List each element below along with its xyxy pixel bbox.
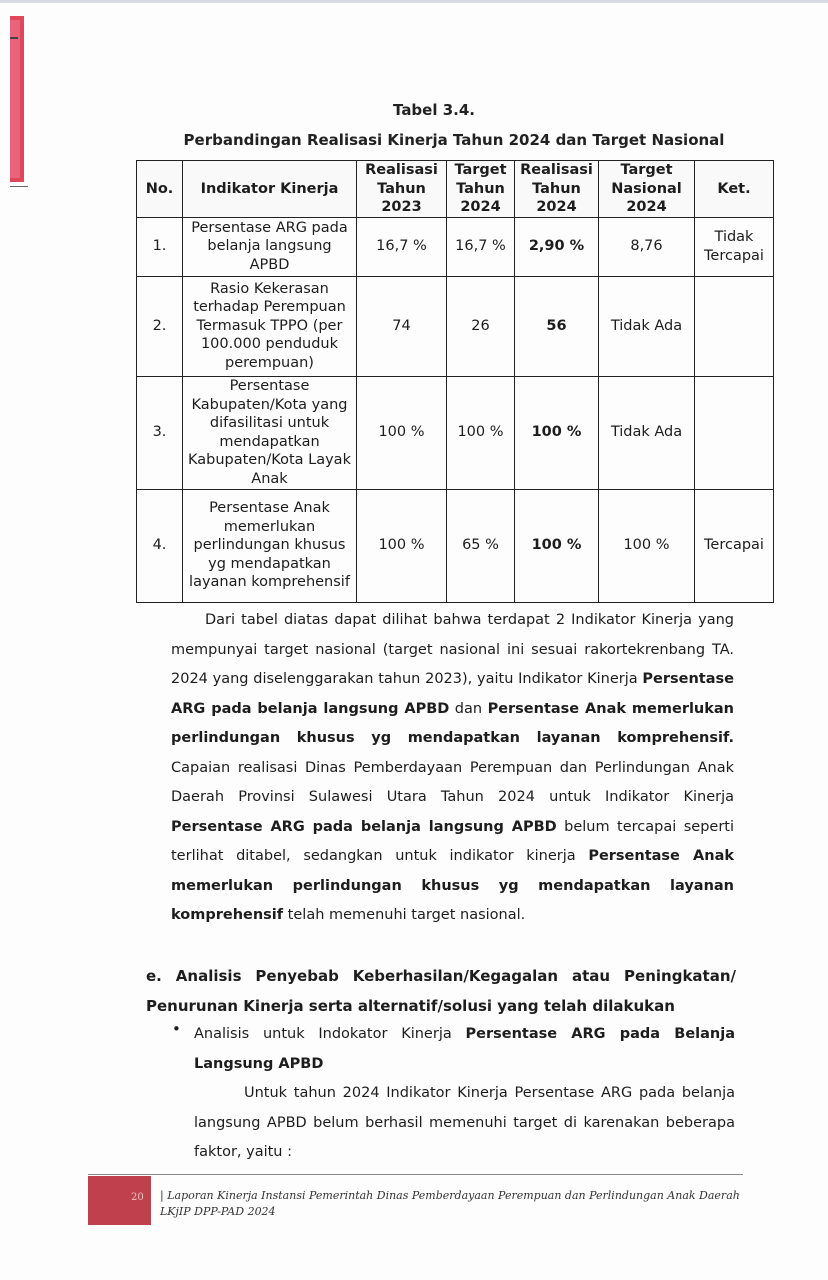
text-run: telah memenuhi target nasional.: [283, 907, 526, 923]
page-number: 20: [131, 1192, 144, 1203]
text-run: belum tercapai seperti terlihat ditabel, sedangkan untuk indikator kinerja: [171, 818, 734, 864]
cell-realisasi-2024: 2,90 %: [515, 217, 599, 276]
header-no: No.: [137, 161, 183, 218]
side-bracket-decoration: [10, 16, 24, 182]
top-edge-line: [0, 0, 828, 3]
cell-target-2024: 65 %: [447, 489, 515, 602]
bullet-marker: •: [172, 1020, 181, 1038]
analysis-paragraph: [171, 606, 734, 931]
cell-target-2024: 26: [447, 276, 515, 376]
footer-line-1: | Laporan Kinerja Instansi Pemerintah Dinas Pemberdayaan Perempuan dan Perlindungan Anak Daerah: [160, 1189, 740, 1202]
side-dash-mark: [10, 186, 28, 187]
bold-indicator-arg: Persentase ARG pada belanja langsung APBD: [171, 671, 734, 717]
performance-table: [136, 160, 774, 603]
factor-paragraph: Untuk tahun 2024 Indikator Kinerja Persentase ARG pada belanja langsung APBD belum berhasil memenuhi target di karenakan beberapa faktor, yaitu :: [194, 1085, 735, 1160]
footer-line-2: LKjIP DPP-PAD 2024: [160, 1205, 276, 1218]
cell-indikator: Rasio Kekerasan terhadap Perempuan Termasuk TPPO (per 100.000 penduduk perempuan): [183, 276, 357, 376]
cell-target-nasional: Tidak Ada: [599, 276, 695, 376]
bullet-item: [194, 1020, 735, 1079]
bold-indicator-anak: Persentase Anak memerlukan perlindungan khusus yg mendapatkan layanan komprehensif.: [171, 700, 735, 746]
cell-indikator: Persentase Kabupaten/Kota yang difasilitasi untuk mendapatkan Kabupaten/Kota Layak Anak: [183, 376, 357, 489]
table-row: [137, 217, 774, 276]
cell-realisasi-2023: 16,7 %: [357, 217, 447, 276]
cell-ket: Tidak Tercapai: [695, 217, 774, 276]
cell-realisasi-2023: 100 %: [357, 489, 447, 602]
cell-realisasi-2024: 56: [515, 276, 599, 376]
cell-target-nasional: 8,76: [599, 217, 695, 276]
cell-no: 2.: [137, 276, 183, 376]
cell-realisasi-2024: 100 %: [515, 489, 599, 602]
footer-divider: [88, 1174, 743, 1175]
cell-indikator: Persentase Anak memerlukan perlindungan khusus yg mendapatkan layanan komprehensif: [183, 489, 357, 602]
bullet-bold: Persentase ARG pada Belanja Langsung APBD: [194, 1026, 736, 1072]
cell-target-2024: 100 %: [447, 376, 515, 489]
cell-realisasi-2024: 100 %: [515, 376, 599, 489]
text-run: Analisis untuk Indokator Kinerja: [194, 1026, 466, 1042]
cell-target-nasional: 100 %: [599, 489, 695, 602]
text-run: Dari tabel diatas dapat dilihat bahwa terdapat 2 Indikator Kinerja yang mempunyai target nasional (target nasional ini sesuai rakortekrenbang TA. 2024 yang diselenggarakan tahun 2023), yaitu Indikator Kinerja: [171, 612, 734, 687]
cell-target-nasional: Tidak Ada: [599, 376, 695, 489]
cell-indikator: Persentase ARG pada belanja langsung APBD: [183, 217, 357, 276]
table-row: [137, 276, 774, 376]
text-run: dan: [449, 700, 488, 717]
table-subtitle: Perbandingan Realisasi Kinerja Tahun 2024 dan Target Nasional: [183, 131, 725, 149]
footer-text: [160, 1188, 750, 1220]
header-realisasi-2024: Realisasi Tahun 2024: [515, 161, 599, 218]
cell-target-2024: 16,7 %: [447, 217, 515, 276]
table-row: [137, 376, 774, 489]
table-header-row: [137, 161, 774, 218]
table-row: [137, 489, 774, 602]
header-ket: Ket.: [695, 161, 774, 218]
bold-indicator-arg: Persentase ARG pada belanja langsung APBD: [171, 818, 557, 835]
side-tick-mark: [10, 37, 18, 39]
cell-no: 3.: [137, 376, 183, 489]
table-title: Tabel 3.4.: [393, 101, 475, 119]
cell-no: 1.: [137, 217, 183, 276]
cell-realisasi-2023: 100 %: [357, 376, 447, 489]
cell-no: 4.: [137, 489, 183, 602]
cell-realisasi-2023: 74: [357, 276, 447, 376]
cell-ket: [695, 376, 774, 489]
cell-ket: Tercapai: [695, 489, 774, 602]
section-e-heading: e. Analisis Penyebab Keberhasilan/Kegagalan atau Peningkatan/ Penurunan Kinerja serta alternatif/solusi yang telah dilakukan: [146, 967, 736, 1015]
text-run: Capaian realisasi Dinas Pemberdayaan Perempuan dan Perlindungan Anak Daerah Provinsi Sulawesi Utara Tahun 2024 untuk Indikator Kinerja: [171, 759, 734, 805]
bold-indicator-anak: Persentase Anak memerlukan perlindungan khusus yg mendapatkan layanan komprehensif: [171, 848, 734, 923]
header-realisasi-2023: Realisasi Tahun 2023: [357, 161, 447, 218]
header-indikator: Indikator Kinerja: [183, 161, 357, 218]
header-target-nasional: Target Nasional 2024: [599, 161, 695, 218]
cell-ket: [695, 276, 774, 376]
header-target-2024: Target Tahun 2024: [447, 161, 515, 218]
